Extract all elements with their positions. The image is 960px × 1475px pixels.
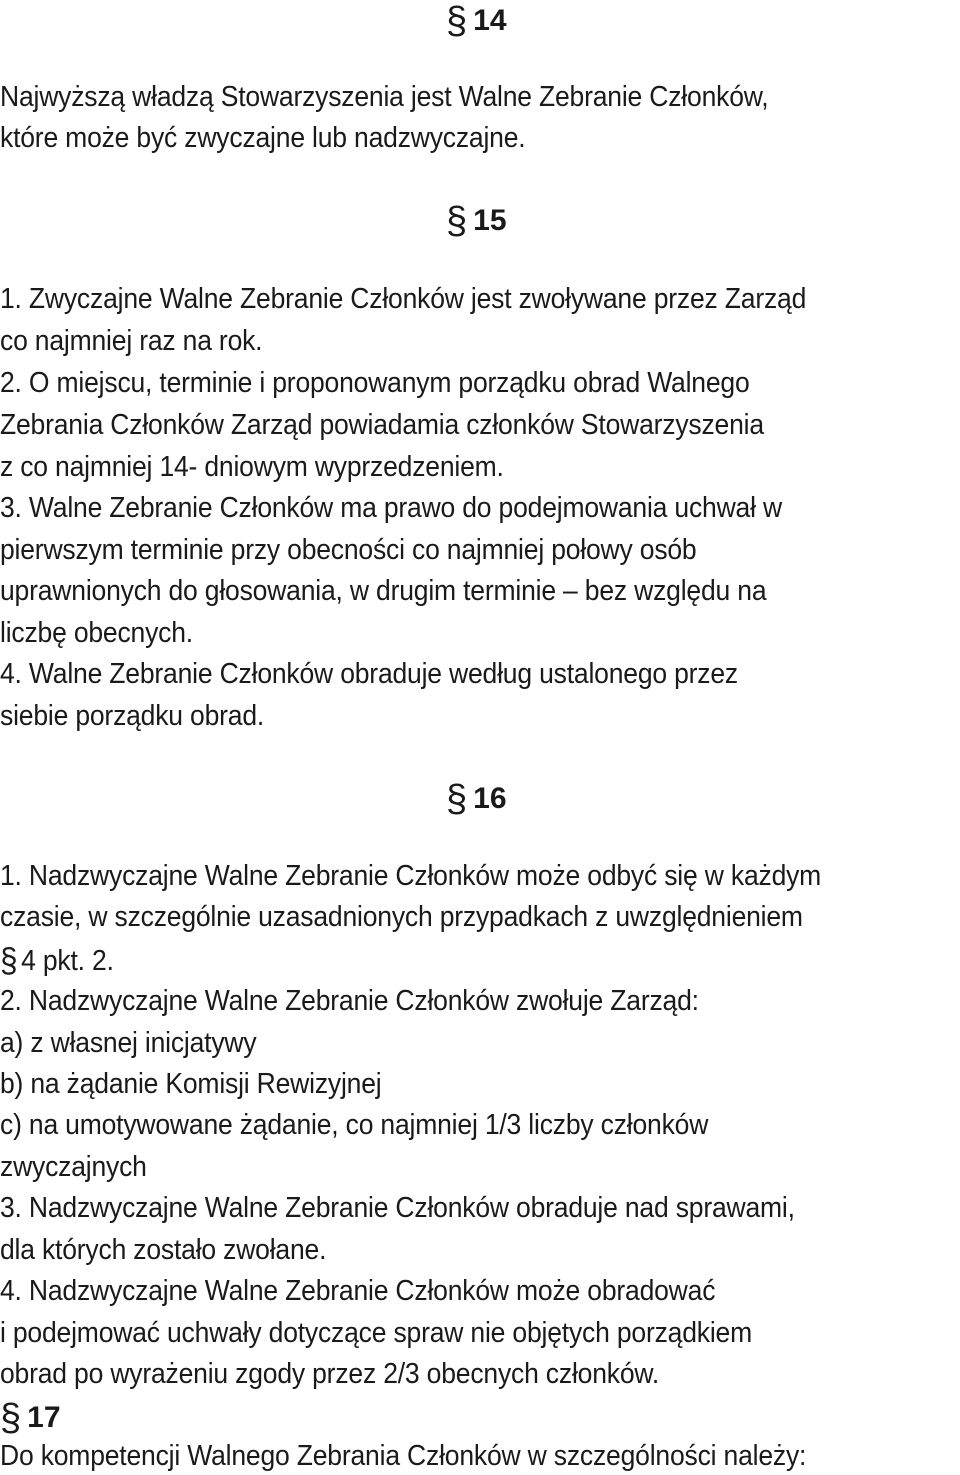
- section-symbol: §: [0, 942, 18, 980]
- paragraph-line: z co najmniej 14- dniowym wyprzedzeniem.: [0, 451, 504, 483]
- paragraph-line: Najwyższą władzą Stowarzyszenia jest Walne Zebranie Członków,: [0, 81, 769, 113]
- paragraph-line: 1. Zwyczajne Walne Zebranie Członków jest zwoływane przez Zarząd: [0, 283, 807, 315]
- section-symbol: §: [446, 778, 468, 820]
- section-heading-14: [446, 0, 507, 42]
- section-number: 17: [27, 1401, 61, 1434]
- section-symbol: §: [0, 1397, 22, 1439]
- section-heading-15: [446, 200, 507, 242]
- paragraph-line: i podejmować uchwały dotyczące spraw nie objętych porządkiem: [0, 1317, 752, 1349]
- paragraph-line: b) na żądanie Komisji Rewizyjnej: [0, 1068, 382, 1100]
- section-symbol: §: [446, 0, 468, 42]
- paragraph-line: 3. Walne Zebranie Członków ma prawo do podejmowania uchwał w: [0, 492, 782, 524]
- paragraph-line: 2. Nadzwyczajne Walne Zebranie Członków zwołuje Zarząd:: [0, 985, 699, 1017]
- paragraph-line: 4. Walne Zebranie Członków obraduje według ustalonego przez: [0, 658, 738, 690]
- paragraph-line: c) na umotywowane żądanie, co najmniej 1/3 liczby członków: [0, 1109, 709, 1141]
- paragraph-line: 4. Nadzwyczajne Walne Zebranie Członków może obradować: [0, 1275, 716, 1307]
- paragraph-line: zwyczajnych: [0, 1151, 147, 1183]
- paragraph-line: pierwszym terminie przy obecności co najmniej połowy osób: [0, 534, 697, 566]
- paragraph-line: obrad po wyrażeniu zgody przez 2/3 obecnych członków.: [0, 1358, 660, 1390]
- section-symbol: §: [446, 200, 468, 242]
- paragraph-line: siebie porządku obrad.: [0, 700, 265, 732]
- section-heading-17: [0, 1397, 61, 1439]
- paragraph-line: liczbę obecnych.: [0, 617, 193, 649]
- paragraph-line: a) z własnej inicjatywy: [0, 1027, 257, 1059]
- section-number: 15: [473, 204, 507, 237]
- section-number: 14: [473, 4, 507, 37]
- paragraph-line: 1. Nadzwyczajne Walne Zebranie Członków może odbyć się w każdym: [0, 860, 822, 892]
- paragraph-line: 2. O miejscu, terminie i proponowanym porządku obrad Walnego: [0, 367, 750, 399]
- paragraph-text: 4 pkt. 2.: [21, 945, 114, 977]
- paragraph-line: 3. Nadzwyczajne Walne Zebranie Członków obraduje nad sprawami,: [0, 1192, 795, 1224]
- paragraph-line: które może być zwyczajne lub nadzwyczajne.: [0, 122, 526, 154]
- paragraph-line: uprawnionych do głosowania, w drugim terminie – bez względu na: [0, 575, 767, 607]
- section-number: 16: [473, 782, 507, 815]
- section-heading-16: [446, 778, 507, 820]
- paragraph-line-with-symbol: [0, 942, 114, 978]
- paragraph-line: dla których zostało zwołane.: [0, 1234, 327, 1266]
- paragraph-line: Do kompetencji Walnego Zebrania Członków w szczególności należy:: [0, 1440, 807, 1472]
- paragraph-line: Zebrania Członków Zarząd powiadamia członków Stowarzyszenia: [0, 409, 764, 441]
- paragraph-line: co najmniej raz na rok.: [0, 325, 263, 357]
- paragraph-line: czasie, w szczególnie uzasadnionych przypadkach z uwzględnieniem: [0, 901, 803, 933]
